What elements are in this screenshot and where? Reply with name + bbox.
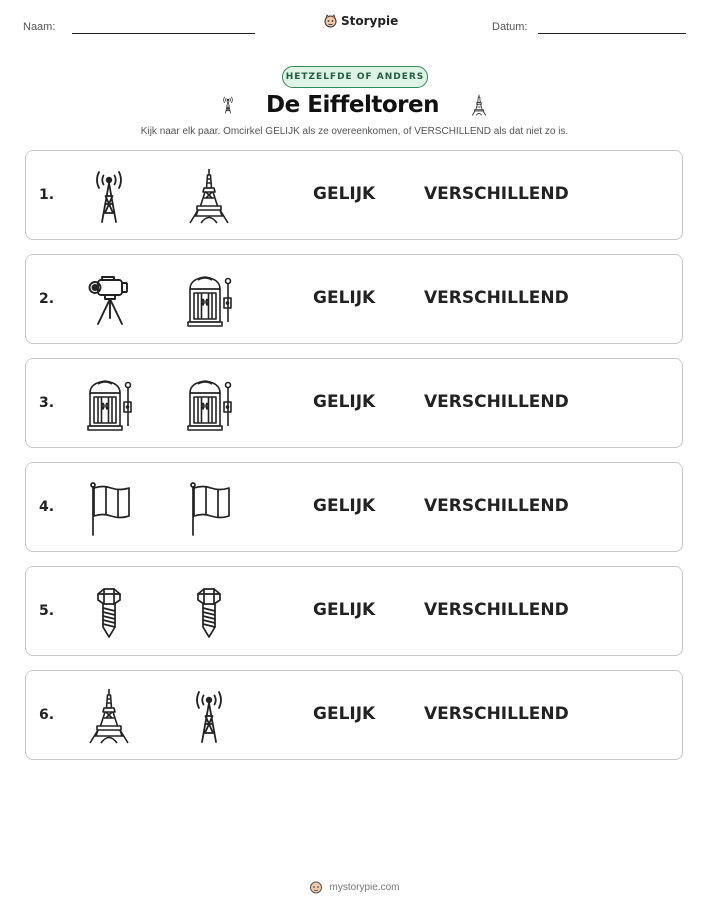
date-label: Datum: xyxy=(492,21,528,33)
french-flag-icon xyxy=(184,480,234,536)
page-title: De Eiffeltoren xyxy=(266,92,439,118)
question-number: 5. xyxy=(39,603,55,619)
storypie-mascot-icon xyxy=(324,14,337,28)
question-row xyxy=(25,670,683,760)
title-row xyxy=(0,90,709,120)
name-label: Naam: xyxy=(23,21,56,33)
worksheet-type-badge: HETZELFDE OF ANDERS xyxy=(282,66,428,88)
option-different[interactable]: VERSCHILLEND xyxy=(424,184,569,204)
question-row xyxy=(25,462,683,552)
footer-url[interactable]: mystorypie.com xyxy=(329,881,400,893)
eiffel-tower-icon xyxy=(469,90,489,120)
question-number: 6. xyxy=(39,707,55,723)
option-same[interactable]: GELIJK xyxy=(313,496,376,516)
question-row xyxy=(25,150,683,240)
option-same[interactable]: GELIJK xyxy=(313,704,376,724)
option-different[interactable]: VERSCHILLEND xyxy=(424,496,569,516)
option-same[interactable]: GELIJK xyxy=(313,600,376,620)
option-same[interactable]: GELIJK xyxy=(313,288,376,308)
eiffel-tower-icon xyxy=(84,688,134,744)
surveyor-tripod-icon xyxy=(84,272,134,328)
french-flag-icon xyxy=(84,480,134,536)
rivet-bolt-icon xyxy=(184,584,234,640)
instructions: Kijk naar elk paar. Omcirkel GELIJK als ze overeenkomen, of VERSCHILLEND als dat niet zo is. xyxy=(140,126,569,137)
radio-tower-icon xyxy=(184,688,234,744)
brand-logo xyxy=(324,14,398,28)
option-same[interactable]: GELIJK xyxy=(313,184,376,204)
brand-name: Storypie xyxy=(341,14,399,28)
rivet-bolt-icon xyxy=(84,584,134,640)
option-different[interactable]: VERSCHILLEND xyxy=(424,600,569,620)
name-field[interactable] xyxy=(72,33,255,34)
radio-tower-icon xyxy=(220,91,236,119)
option-different[interactable]: VERSCHILLEND xyxy=(424,288,569,308)
question-number: 4. xyxy=(39,499,55,515)
question-row xyxy=(25,566,683,656)
question-number: 2. xyxy=(39,291,55,307)
date-field[interactable] xyxy=(538,33,686,34)
question-number: 1. xyxy=(39,187,55,203)
option-different[interactable]: VERSCHILLEND xyxy=(424,392,569,412)
radio-tower-icon xyxy=(84,168,134,224)
option-same[interactable]: GELIJK xyxy=(313,392,376,412)
elevator-cage-icon xyxy=(184,376,234,432)
storypie-mascot-icon xyxy=(309,880,323,894)
question-row xyxy=(25,254,683,344)
question-row xyxy=(25,358,683,448)
question-number: 3. xyxy=(39,395,55,411)
elevator-cage-icon xyxy=(184,272,234,328)
eiffel-tower-icon xyxy=(184,168,234,224)
elevator-cage-icon xyxy=(84,376,134,432)
footer xyxy=(0,880,709,894)
option-different[interactable]: VERSCHILLEND xyxy=(424,704,569,724)
